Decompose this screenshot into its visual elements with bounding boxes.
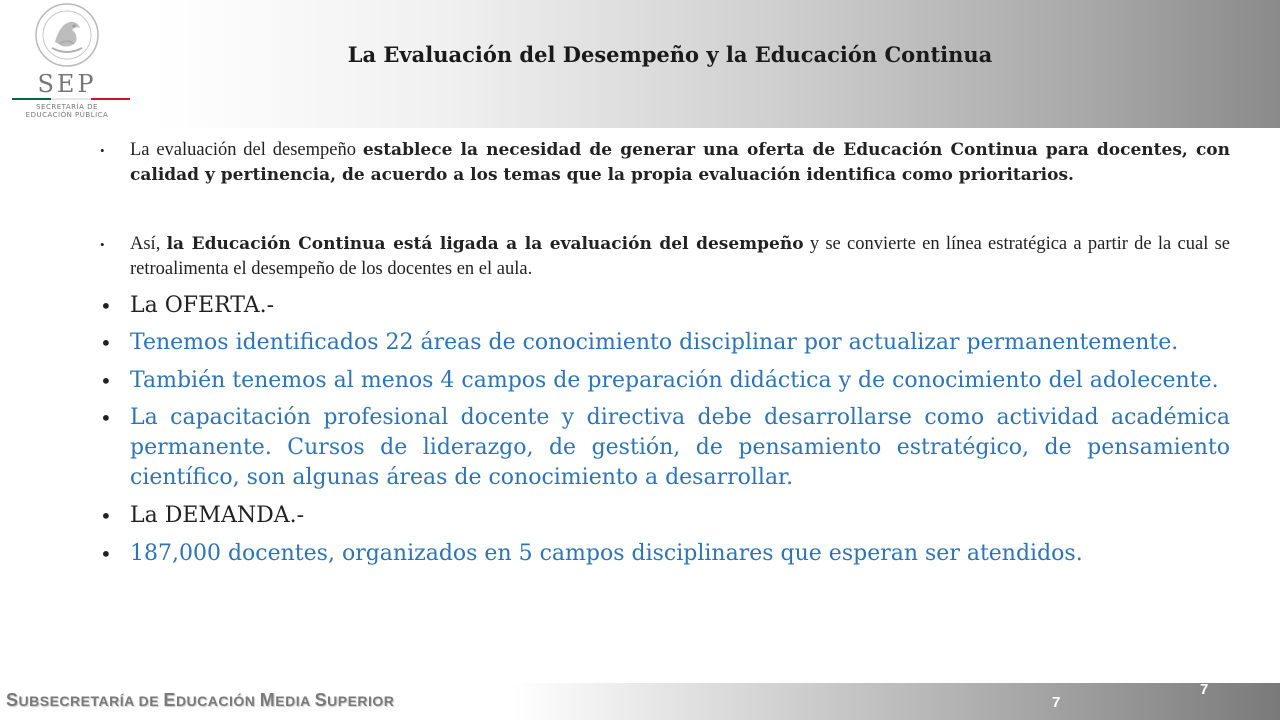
bullet-item: • Así, la Educación Continua está ligada a la evaluación del desempeño y se convierte en línea estratégica a partir de la cual se retroalimenta el desempeño de los docentes en el aula.	[100, 234, 1231, 279]
bullet-icon: •	[100, 143, 105, 158]
flag-white	[51, 98, 90, 100]
sep-wordmark: SEP	[37, 70, 97, 98]
bullet-icon: •	[100, 294, 112, 318]
bullet-item: • También tenemos al menos 4 campos de preparación didáctica y de conocimiento del adolecente.	[100, 366, 1230, 396]
section-heading-oferta: La OFERTA.-	[130, 293, 275, 318]
bullet-icon: •	[100, 237, 105, 252]
bullet-icon: •	[100, 369, 112, 393]
slide-number: 7	[1052, 694, 1061, 711]
bullet-item: • Tenemos identificados 22 áreas de conocimiento disciplinar por actualizar permanentemente.	[100, 328, 1230, 358]
bullet-icon: •	[100, 542, 112, 566]
flag-stripe	[12, 98, 130, 100]
bullet-icon: •	[100, 504, 112, 528]
bullet-icon: •	[100, 331, 112, 355]
slide-title: La Evaluación del Desempeño y la Educación Continua	[347, 42, 993, 67]
sep-subtitle: SECRETARÍA DE EDUCACIÓN PÚBLICA	[25, 103, 109, 119]
bullet-item	[100, 291, 1230, 321]
bullet-icon: •	[100, 406, 112, 430]
bullet-list	[100, 132, 1230, 569]
flag-green	[12, 98, 51, 100]
bullet-item: • La evaluación del desempeño establece la necesidad de generar una oferta de Educación Continua para docentes, con calidad y pertinencia, de acuerdo a los temas que la propia evaluación identifica como prioritarios.	[100, 140, 1230, 185]
section-heading-demanda: La DEMANDA.-	[130, 503, 305, 528]
bullet-item: • 187,000 docentes, organizados en 5 campos disciplinares que esperan ser atendidos.	[100, 539, 1230, 569]
flag-red	[91, 98, 130, 100]
bullet-item: • La capacitación profesional docente y directiva debe desarrollarse como actividad académica permanente. Cursos de liderazgo, de gestión, de pensamiento estratégico, de pensamiento científico, son algunas áreas de conocimiento a desarrollar.	[100, 405, 1230, 490]
footer-subsecretaria: SUBSECRETARÍA DE EDUCACIÓN MEDIA SUPERIOR	[6, 690, 395, 710]
bullet-item	[100, 501, 1230, 531]
slide-number-corner: 7	[1200, 681, 1209, 698]
